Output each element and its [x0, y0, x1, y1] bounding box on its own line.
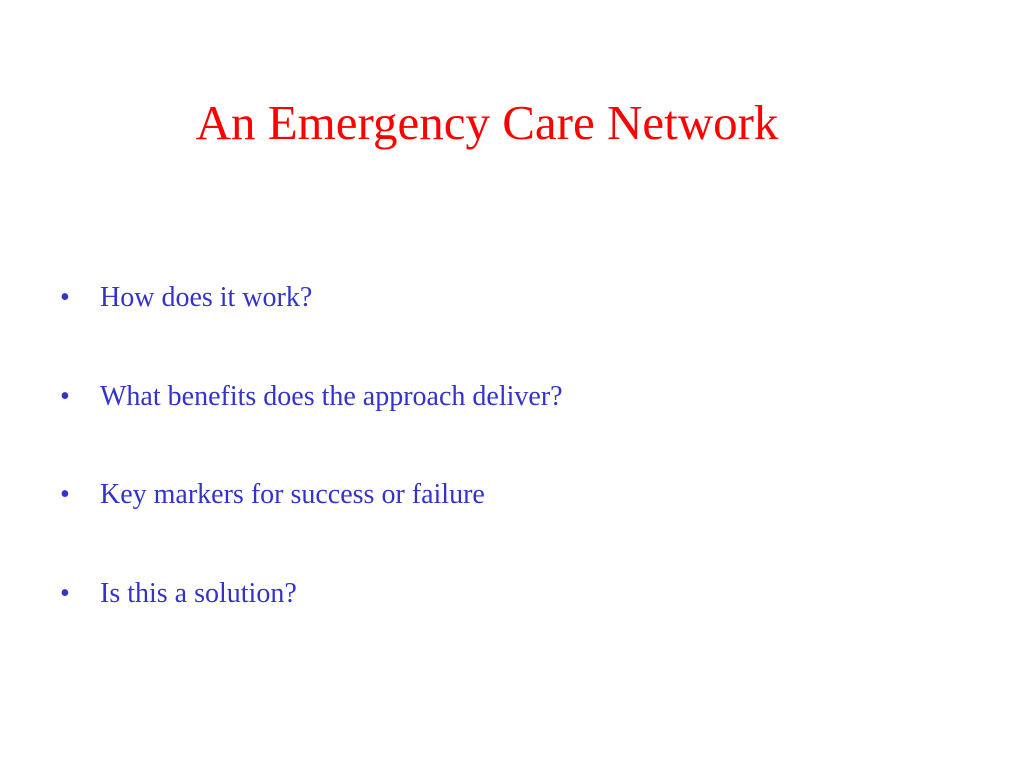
bullet-text: Is this a solution? — [100, 577, 297, 609]
bullet-dot-icon: • — [60, 479, 70, 510]
bullet-dot-icon: • — [60, 380, 70, 412]
slide-title: An Emergency Care Network — [195, 95, 779, 150]
bullet-dot-icon: • — [60, 577, 70, 609]
bullet-text: How does it work? — [100, 282, 313, 313]
bullet-text: Key markers for success or failure — [100, 479, 485, 510]
bullet-text: What benefits does the approach deliver? — [100, 380, 563, 412]
bullet-dot-icon: • — [60, 282, 70, 313]
